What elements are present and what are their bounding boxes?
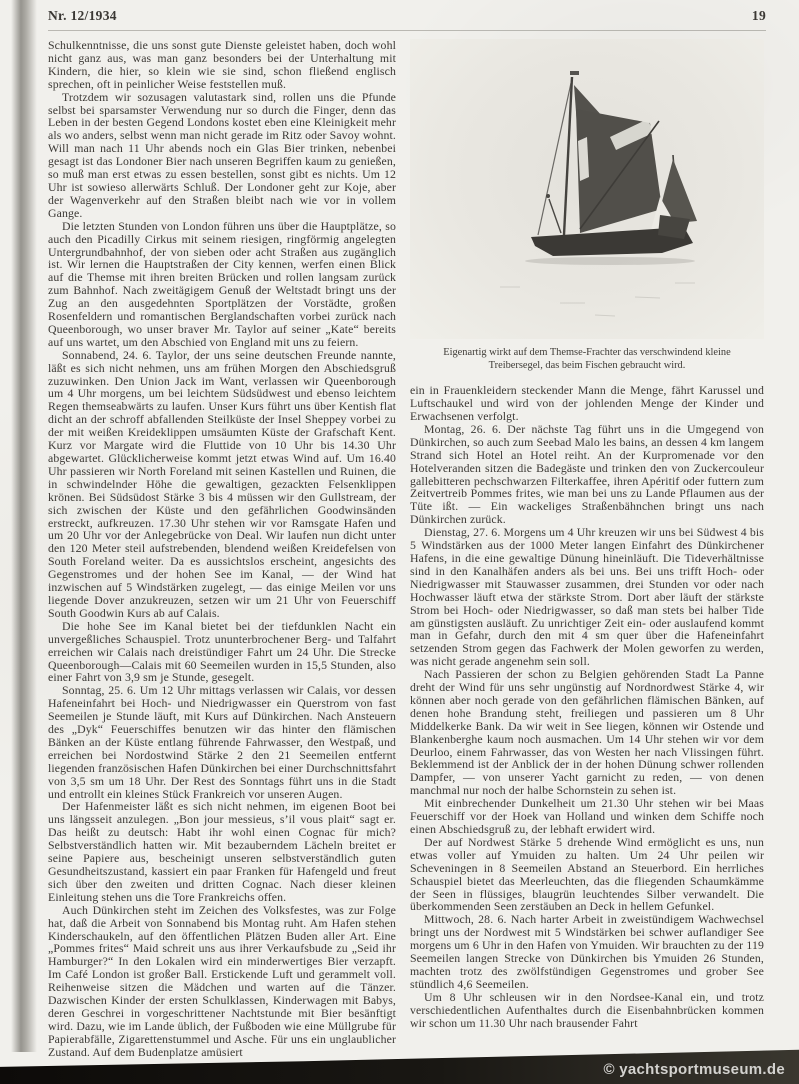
left-column [48, 39, 396, 1059]
paragraph: Auch Dünkirchen steht im Zeichen des Volksfestes, was zur Folge hat, daß die Arbeit von Sonnabend bis Montag ruht. Am Hafen stehen Kinderschaukeln, auf den öffentlichen Plätzen Buden aller Art. Eine „Pommes frites“ Maid schreit uns aus ihrer Verkaufsbude zu „Seid ihr Hamburger?“ In den Lokalen wird ein minderwertiges Bier verzapft. Im Café London ist großer Ball. Erstickende Luft und gerammelt voll. Reihenweise sitzen die Mädchen und warten auf die Tänzer. Dazwischen Kinder der ersten Schulklassen, Kinderwagen mit Babys, deren Geschrei in vorgeschrittener Nachtstunde mit Bier besänftigt wird. Dazu, wie im Lande üblich, der Fußboden wie eine Müllgrube für Papierabfälle, Zigarettenstummel und Asche. Für uns ein unglaublicher Zustand. Auf dem Budenplatze amüsiert [48, 902, 396, 1059]
paragraph: Trotzdem wir sozusagen valutastark sind, rollen uns die Pfunde selbst bei sparsamster Verwendung nur so durch die Finger, denn das Leben in der besten Gegend Londons kostet eben eine Kleinigkeit mehr als wo anders, selbst wenn man nicht gerade im Ritz oder Savoy wohnt. Will man nach 11 Uhr abends noch ein Glas Bier trinken, nebenbei gesagt ist das Londoner Bier nach unseren Begriffen kaum zu genießen, so muß man erst etwas zu essen bestellen, sonst gibt es nichts. Um 12 Uhr ist sowieso allerwärts Schluß. Der Londoner geht zur Koje, aber der Wagenverkehr auf den Straßen bleibt nach wie vor in vollem Gange. [48, 89, 396, 220]
paragraph: Schulkenntnisse, die uns sonst gute Dienste geleistet haben, doch wohl nicht ganz aus, was man ganz besonders bei der Unterhaltung mit Kindern, die hier, so klein wie sie sind, schon fließend englisch sprechen, oft in peinlicher Weise feststellen muß. [48, 38, 396, 91]
paragraph: Mit einbrechender Dunkelheit um 21.30 Uhr stehen wir bei Maas Feuerschiff vor der Hoek van Holland und winken dem Schiffe noch einen Abschiedsgruß zu, der lebhaft erwidert wird. [410, 796, 764, 836]
binding-gutter-shadow [11, 0, 37, 1052]
page-number: 19 [751, 8, 766, 23]
page-header [48, 8, 766, 24]
paragraph: ein in Frauenkleidern steckender Mann die Menge, fährt Karussel und Luftschaukel und wird von der johlenden Menge der Kinder und Erwachsenen verfolgt. [410, 383, 764, 423]
paragraph: Der auf Nordwest Stärke 5 drehende Wind ermöglicht es uns, nun etwas voller auf Ymuiden zu halten. Um 24 Uhr peilen wir Scheveningen in 8 Seemeilen Abstand an Steuerbord. Ein herrliches Schauspiel bietet das Meerleuchten, das die fliegenden Schaumkämme der Seen in flüssiges, blaugrün leuchtendes Silber verwandelt. Die überkommenden Seen zerstäuben an Deck in hellem Gefunkel. [410, 834, 764, 914]
paragraph: Sonntag, 25. 6. Um 12 Uhr mittags verlassen wir Calais, vor dessen Hafeneinfahrt bei Hoch- und Niedrigwasser ein Querstrom von fast Seemeilen je Stunde läuft, mit Kurs auf Dünkirchen. Nach Ansteuern des „Dyk“ Feuerschiffes benutzen wir das hinter den flämischen Bänken an der Küste entlang führende Fahrwasser, den Westpaß, und erreichen bei Nordostwind Stärke 2 den 21 Seemeilen entfernt liegenden französischen Hafen Dünkirchen bei einer Durchschnittsfahrt von 3,5 sm um 18 Uhr. Der Rest des Sonntags führt uns in die Stadt und entrollt ein kleines Stück Frankreich vor unseren Augen. [48, 683, 396, 801]
paragraph: Um 8 Uhr schleusen wir in den Nordsee-Kanal ein, und trotz verschiedentlichen Aufenthaltes durch die Eisenbahnbrücken kommen wir schon um 11.30 Uhr nach brausender Fahrt [410, 989, 764, 1030]
photo-figure [410, 39, 764, 372]
paragraph: Mittwoch, 28. 6. Nach harter Arbeit in zweistündigem Wachwechsel bringt uns der Nordwest mit 5 Windstärken bei schwer auflandiger See morgens um 6 Uhr in den Hafen von Ymuiden. Wir brauchten zu der 119 Seemeilen langen Strecke von Dünkirchen bis Ymuiden 26 Stunden, machten trotz des zwölfstündigen Gegenstromes und grober See stündlich 4,6 Seemeilen. [410, 912, 764, 991]
photo-caption: Eigenartig wirkt auf dem Themse-Frachter das verschwindend kleine Treibersegel, das beim Fischen gebraucht wird. [443, 347, 731, 371]
right-column [410, 39, 764, 1059]
paragraph: Sonnabend, 24. 6. Taylor, der uns seine deutschen Freunde nannte, läßt es sich nicht nehmen, uns am frühen Morgen den Abschiedsgruß zuzuwinken. Den Union Jack im Want, verlassen wir Queenborough um 4 Uhr morgens, um bei leichtem Südsüdwest und ebenso leichtem Regen themseabwärts zu laufen. Unser Kurs führt uns über Kentish flat dicht an der schroff abfallenden Steilküste der Insel Sheppey vorbei zu der mit weißen Kreideklippen umsäumten Küste der Grafschaft Kent. Kurz vor Margate wird die Fluttide von 10 Uhr bis 14.30 Uhr abgewartet. Glücklicherweise kommt jetzt etwas Wind auf. Um 16.40 Uhr passieren wir North Foreland mit seinen Kastellen und Ruinen, die in schwindelnder Höhe die gewaltigen, gezackten Felsenklippen krönen. Bei Südsüdost Stärke 3 bis 4 müssen wir den Gullstream, der sich zwischen der Küste und den gefährlichen Goodwinsänden erstreckt, aufkreuzen. 17.30 Uhr stehen wir vor Ramsgate Hafen und um 20 Uhr vor der Anlegebrücke von Deal. Wir laufen nun dicht unter den 120 Meter steil aufstrebenden, blendend weißen Kreidefelsen von South Foreland weiter. Da es aussichtslos erscheint, angesichts des Gegenstromes und der hohen See im Kanal, — der Wind hat inzwischen auf 5 Windstärken zugelegt, — das einige Meilen vor uns liegende Dover anzukreuzen, setzen wir um 21 Uhr von Feuerschiff South Goodwin Kurs ab auf Calais. [48, 347, 396, 620]
paragraph: Die letzten Stunden von London führen uns über die Hauptplätze, so auch den Picadilly Cirkus mit seinem riesigen, ringförmig angelegten Untergrundbahnhof, der von sieben oder acht Straßen aus zugänglich ist. Wir lernen die Hauptstraßen der City kennen, werfen einen Blick auf die Themse mit ihren breiten Brücken und rollen langsam zurück zum Bahnhof. Nach zweitägigem Genuß der Weltstadt bringt uns der Zug an den ausgedehnten Sportplätzen der Vorstädte, großen Rosenfeldern und romantischen Berglandschaften vorbei zurück nach Queenborough, wo unser braver Mr. Taylor auf seiner „Kate“ bereits auf uns wartet, um den Abschied von England mit uns zu feiern. [48, 218, 396, 349]
paragraph: Montag, 26. 6. Der nächste Tag führt uns in die Umgegend von Dünkirchen, so auch zum Seebad Malo les bains, an dessen 4 km langem Strand sich Hotel an Hotel reiht. An der Kurpromenade vor den Hotelveranden sitzen die Badegäste und trinken den von Zuckercouleur gallebitteren pechschwarzen Filterkaffee, ihren Apéritif oder futtern zum Zeitvertreib Pommes frites, wie man bei uns zu Lande Pflaumen aus der Tüte ißt. — Ein wackeliges Straßenbähnchen bringt uns nach Dünkirchen zurück. [410, 421, 764, 527]
header-rule [48, 30, 766, 31]
watermark-text: © yachtsportmuseum.de [603, 1061, 785, 1078]
issue-number: Nr. 12/1934 [48, 8, 117, 23]
sailing-barge-illustration [410, 39, 764, 339]
thames-barge-photo [410, 39, 764, 339]
paragraph: Die hohe See im Kanal bietet bei der tiefdunklen Nacht ein unvergeßliches Schauspiel. Trotz ununterbrochener Berg- und Talfahrt erreichen wir Calais nach dreistündiger Fahrt um 24 Uhr. Die Strecke Queenborough—Calais mit 60 Seemeilen wurden in 15,5 Stunden, also einer Fahrt von 3,9 sm je Stunde, gesegelt. [48, 618, 396, 685]
paragraph: Der Hafenmeister läßt es sich nicht nehmen, im eigenen Boot bei uns längsseit anzulegen. „Bon jour messieus, s’il vous plait“ sagt er. Das heißt zu deutsch: Habt ihr wohl einen Cognac für mich? Selbstverständlich hatten wir. Mit bezauberndem Lächeln breitet er seine Papiere aus, bescheinigt unseren selbstverständlich guten Gesundheitszustand, kassiert ein paar Franken für Hafengeld und freut sich über den zweiten und dritten Cognac. Nach dieser kleinen Einleitung stehen uns die Tore Frankreichs offen. [48, 799, 396, 904]
paragraph: Dienstag, 27. 6. Morgens um 4 Uhr kreuzen wir uns bei Südwest 4 bis 5 Windstärken aus der 1000 Meter langen Einfahrt des Dünkirchener Hafens, in die eine gewaltige Dünung hineinläuft. Die Tideverhältnisse sind in den Kanalhäfen anders als bei uns. Bei uns trifft Hoch- oder Niedrigwasser mit Stauwasser zusammen, drei Stunden vor oder nach Hochwasser läuft etwa der stärkste Strom. Dort aber läuft der stärkste Strom bei Hoch- oder Niedrigwasser, so daß man stets bei halber Tide am günstigsten ausläuft. Zu unrichtiger Zeit ein- oder auslaufend kommt man in Gefahr, durch den mit 4 sm quer über die Hafeneinfahrt setzenden Strom gegen das Fachwerk der Molen geworfen zu werden, was nicht gerade angenehm sein soll. [410, 525, 764, 669]
paragraph: Nach Passieren der schon zu Belgien gehörenden Stadt La Panne dreht der Wind für uns sehr ungünstig auf Nordnordwest Stärke 4, wir können aber noch gerade von den gefährlichen flämischen Bänken, auf denen hohe Brandung steht, freiliegen und passieren um 8 Uhr Middelkerke Bank. Da wir weit in See liegen, können wir Ostende und Blankenberghe kaum noch ausmachen. Um 14 Uhr stehen wir vor dem Deurloo, einem Fahrwasser, das von Westen her nach Vlissingen führt. Beklemmend ist der Anblick der in der hohen Dünung schwer rollenden Dampfer, — von unserer Yacht garnicht zu reden, — von denen manchmal nur noch der halbe Schornstein zu sehen ist. [410, 667, 764, 798]
two-column-body [48, 39, 766, 1059]
page-content [48, 8, 766, 1059]
